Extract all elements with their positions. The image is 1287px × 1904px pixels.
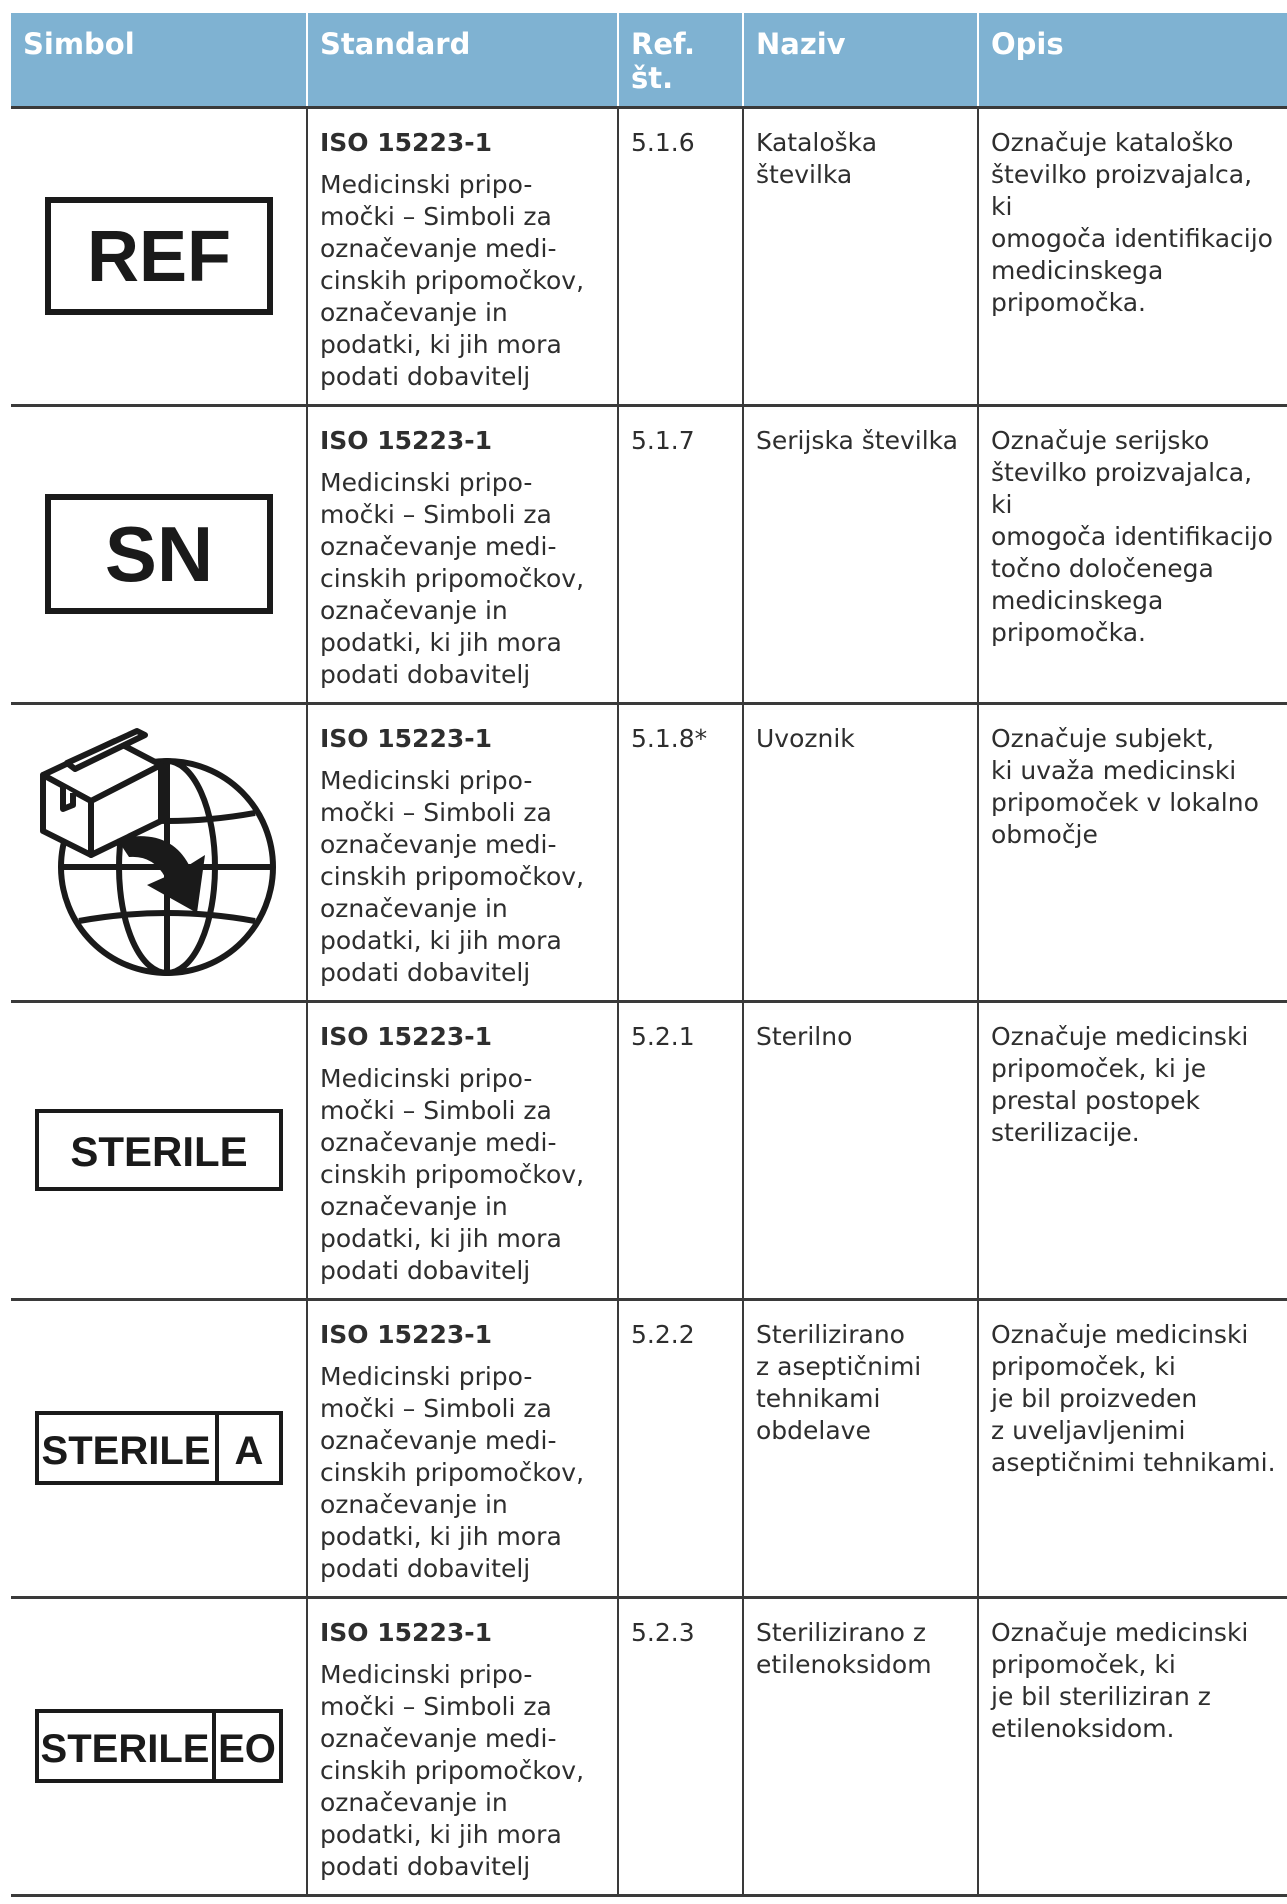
- symbol-cell: [11, 703, 307, 1001]
- standard-title: ISO 15223-1: [320, 723, 493, 753]
- standard-cell: [307, 1001, 618, 1299]
- sterile-a-symbol-text: STERILE: [41, 1429, 210, 1473]
- standard-title: ISO 15223-1: [320, 425, 493, 455]
- standard-title: ISO 15223-1: [320, 1319, 493, 1349]
- standard-title: ISO 15223-1: [320, 1021, 493, 1051]
- ref-number: 5.1.8*: [618, 703, 743, 1001]
- ref-number: 5.1.7: [618, 405, 743, 703]
- standard-description: Medicinski pripo- močki – Simboli za označevanje medi- cinskih pripomočkov, označevanje in podatki, ki jih mora podati dobavitelj: [320, 1659, 585, 1881]
- table-row: [11, 405, 1287, 703]
- standard-description: Medicinski pripo- močki – Simboli za označevanje medi- cinskih pripomočkov, označevanje in podatki, ki jih mora podati dobavitelj: [320, 169, 585, 391]
- sterile-eo-suffix-text: EO: [217, 1727, 276, 1771]
- table-row: [11, 703, 1287, 1001]
- naziv-cell: Uvoznik: [743, 703, 978, 1001]
- naziv-cell: Sterilizirano z etilenoksidom: [743, 1597, 978, 1895]
- header-simbol: Simbol: [11, 13, 307, 107]
- table-row: [11, 1001, 1287, 1299]
- symbols-table: [11, 13, 1287, 1897]
- header-standard: Standard: [307, 13, 618, 107]
- opis-cell: Označuje medicinski pripomoček, ki je bil proizveden z uveljavljenimi aseptičnimi tehnikami.: [978, 1299, 1287, 1597]
- standard-description: Medicinski pripo- močki – Simboli za označevanje medi- cinskih pripomočkov, označevanje in podatki, ki jih mora podati dobavitelj: [320, 1361, 585, 1583]
- naziv-cell: Kataloška številka: [743, 107, 978, 405]
- table-row: [11, 1299, 1287, 1597]
- header-opis: Opis: [978, 13, 1287, 107]
- ref-number: 5.2.1: [618, 1001, 743, 1299]
- sterile-a-suffix-text: A: [234, 1429, 263, 1473]
- sterile-a-symbol-icon: [34, 1410, 284, 1486]
- opis-cell: Označuje kataloško številko proizvajalca, ki omogoča identifikacijo medicinskega pripomočka.: [978, 107, 1287, 405]
- ref-symbol-text: REF: [86, 217, 231, 297]
- standard-cell: [307, 703, 618, 1001]
- standard-title: ISO 15223-1: [320, 1617, 493, 1647]
- sterile-symbol-icon: [34, 1108, 284, 1192]
- header-ref: Ref. št.: [618, 13, 743, 107]
- naziv-cell: Sterilizirano z aseptičnimi tehnikami obdelave: [743, 1299, 978, 1597]
- sn-symbol-icon: [44, 493, 274, 615]
- symbol-cell: [11, 405, 307, 703]
- symbols-table-container: [11, 13, 1287, 1897]
- ref-number: 5.2.2: [618, 1299, 743, 1597]
- sterile-eo-symbol-text: STERILE: [40, 1727, 209, 1771]
- table-row: [11, 107, 1287, 405]
- importer-globe-box-icon: [29, 717, 289, 987]
- ref-number: 5.2.3: [618, 1597, 743, 1895]
- ref-number: 5.1.6: [618, 107, 743, 405]
- ref-symbol-icon: [44, 196, 274, 316]
- symbol-cell: [11, 1597, 307, 1895]
- sterile-symbol-text: STERILE: [69, 1128, 248, 1175]
- standard-title: ISO 15223-1: [320, 127, 493, 157]
- naziv-cell: Sterilno: [743, 1001, 978, 1299]
- naziv-cell: Serijska številka: [743, 405, 978, 703]
- symbol-cell: [11, 1299, 307, 1597]
- standard-cell: [307, 405, 618, 703]
- standard-description: Medicinski pripo- močki – Simboli za označevanje medi- cinskih pripomočkov, označevanje in podatki, ki jih mora podati dobavitelj: [320, 1063, 585, 1285]
- standard-cell: [307, 1597, 618, 1895]
- opis-cell: Označuje medicinski pripomoček, ki je prestal postopek sterilizacije.: [978, 1001, 1287, 1299]
- standard-description: Medicinski pripo- močki – Simboli za označevanje medi- cinskih pripomočkov, označevanje in podatki, ki jih mora podati dobavitelj: [320, 765, 585, 987]
- table-row: [11, 1597, 1287, 1895]
- standard-description: Medicinski pripo- močki – Simboli za označevanje medi- cinskih pripomočkov, označevanje in podatki, ki jih mora podati dobavitelj: [320, 467, 585, 689]
- sterile-eo-symbol-icon: [34, 1708, 284, 1784]
- header-naziv: Naziv: [743, 13, 978, 107]
- opis-cell: Označuje subjekt, ki uvaža medicinski pripomoček v lokalno območje: [978, 703, 1287, 1001]
- sn-symbol-text: SN: [104, 510, 213, 598]
- standard-cell: [307, 107, 618, 405]
- header-row: [11, 13, 1287, 107]
- symbol-cell: [11, 107, 307, 405]
- standard-cell: [307, 1299, 618, 1597]
- symbol-cell: [11, 1001, 307, 1299]
- opis-cell: Označuje medicinski pripomoček, ki je bil steriliziran z etilenoksidom.: [978, 1597, 1287, 1895]
- opis-cell: Označuje serijsko številko proizvajalca, ki omogoča identifikacijo točno določenega medicinskega pripomočka.: [978, 405, 1287, 703]
